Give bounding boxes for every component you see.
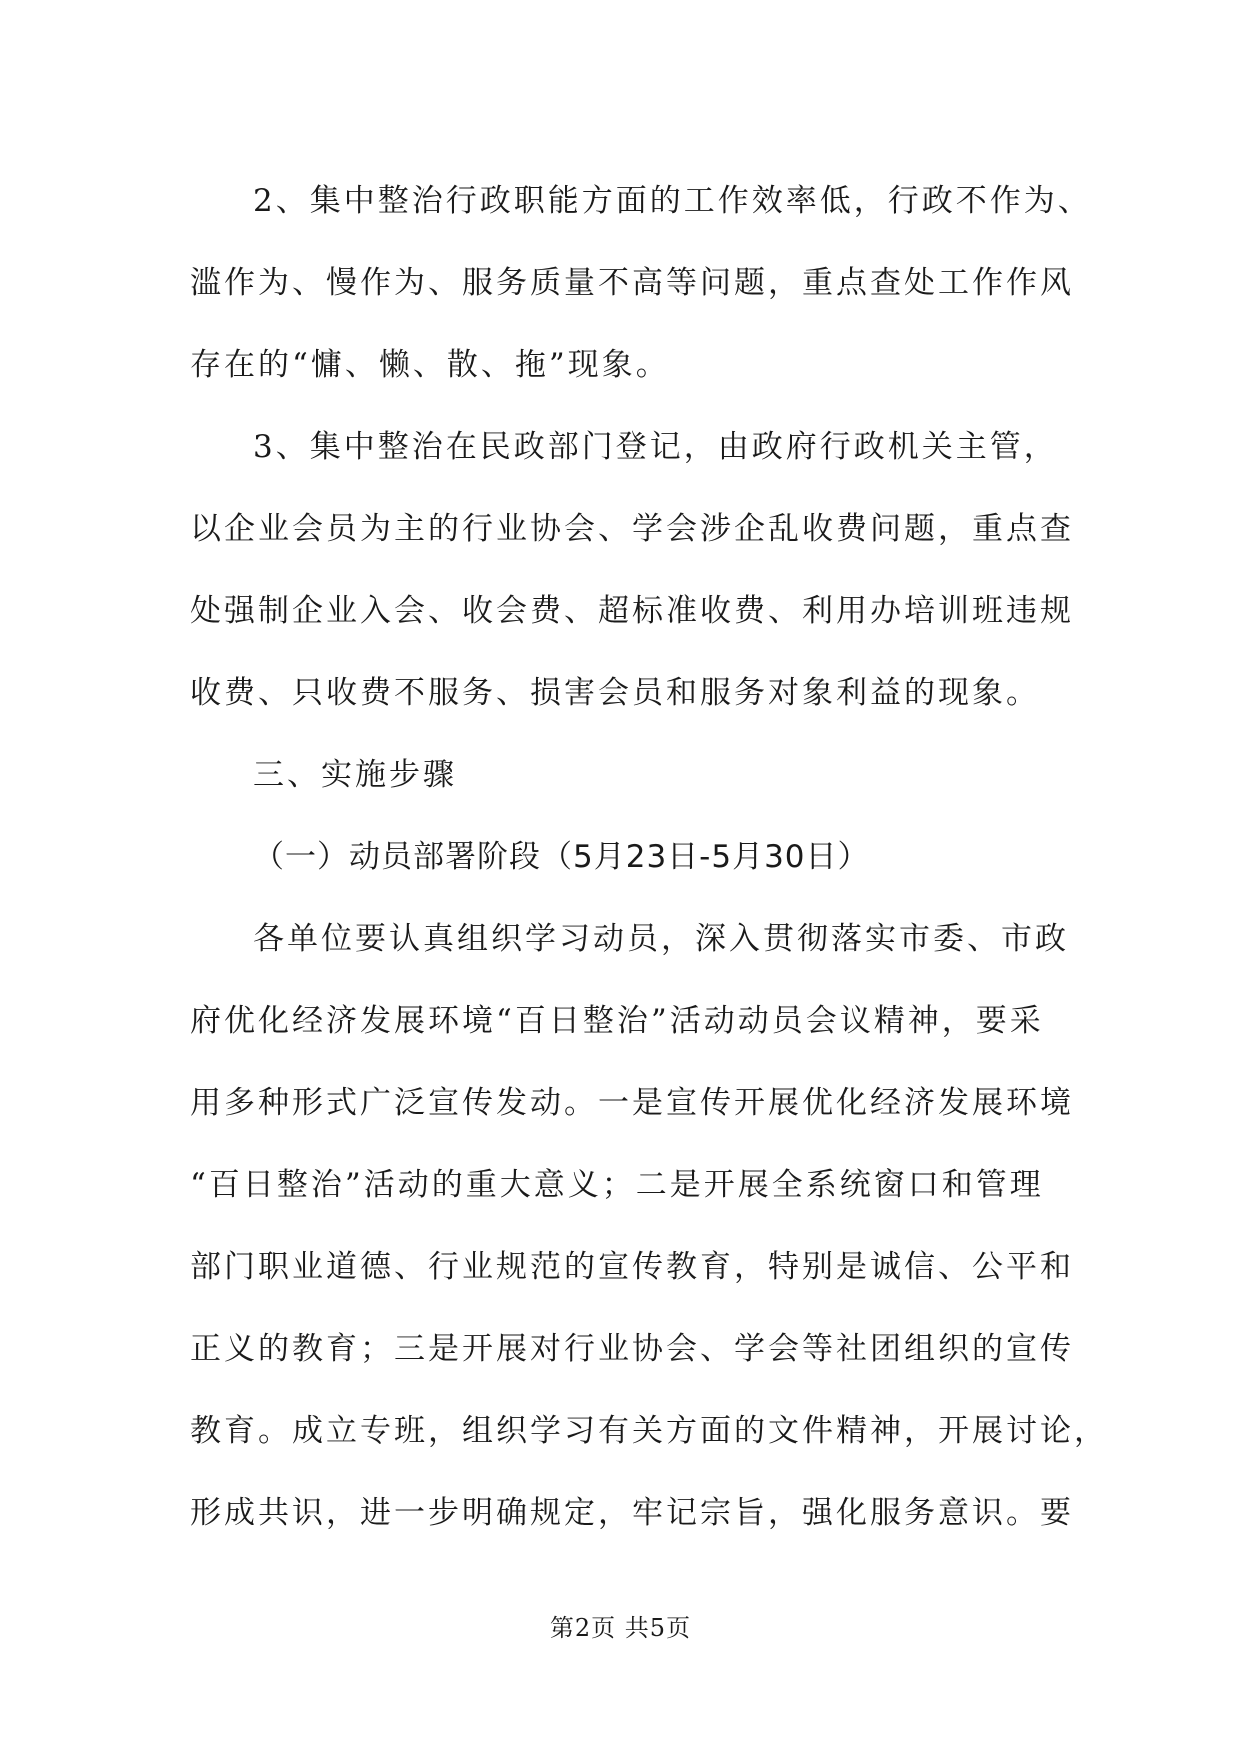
paragraph-line: 形成共识，进一步明确规定，牢记宗旨，强化服务意识。要 — [190, 1495, 1074, 1531]
paragraph-line: 收费、只收费不服务、损害会员和服务对象利益的现象。 — [190, 675, 1040, 711]
paragraph-line: 滥作为、慢作为、服务质量不高等问题，重点查处工作作风 — [190, 265, 1074, 301]
paragraph-line: 存在的“慵、懒、散、拖”现象。 — [190, 347, 670, 383]
paragraph-line: 2、集中整治行政职能方面的工作效率低，行政不作为、 — [253, 183, 1092, 219]
section-heading: 三、实施步骤 — [253, 757, 457, 793]
paragraph-line: 各单位要认真组织学习动员，深入贯彻落实市委、市政 — [253, 921, 1069, 957]
paragraph-line: 以企业会员为主的行业协会、学会涉企乱收费问题，重点查 — [190, 511, 1074, 547]
document-body — [190, 160, 1108, 1554]
paragraph-line: 府优化经济发展环境“百日整治”活动动员会议精神，要采 — [190, 1003, 1044, 1039]
paragraph-line: 用多种形式广泛宣传发动。一是宣传开展优化经济发展环境 — [190, 1085, 1074, 1121]
page-number-footer: 第2页 共5页 — [549, 1614, 692, 1642]
paragraph-line: 正义的教育；三是开展对行业协会、学会等社团组织的宣传 — [190, 1331, 1074, 1367]
paragraph-line: 部门职业道德、行业规范的宣传教育，特别是诚信、公平和 — [190, 1249, 1074, 1285]
paragraph-line: “百日整治”活动的重大意义；二是开展全系统窗口和管理 — [190, 1167, 1044, 1203]
paragraph-line: 3、集中整治在民政部门登记，由政府行政机关主管， — [253, 429, 1058, 465]
paragraph-line: 教育。成立专班，组织学习有关方面的文件精神，开展讨论， — [190, 1413, 1108, 1449]
subsection-heading: （一）动员部署阶段（5月23日-5月30日） — [253, 839, 870, 875]
paragraph-line: 处强制企业入会、收会费、超标准收费、利用办培训班违规 — [190, 593, 1074, 629]
